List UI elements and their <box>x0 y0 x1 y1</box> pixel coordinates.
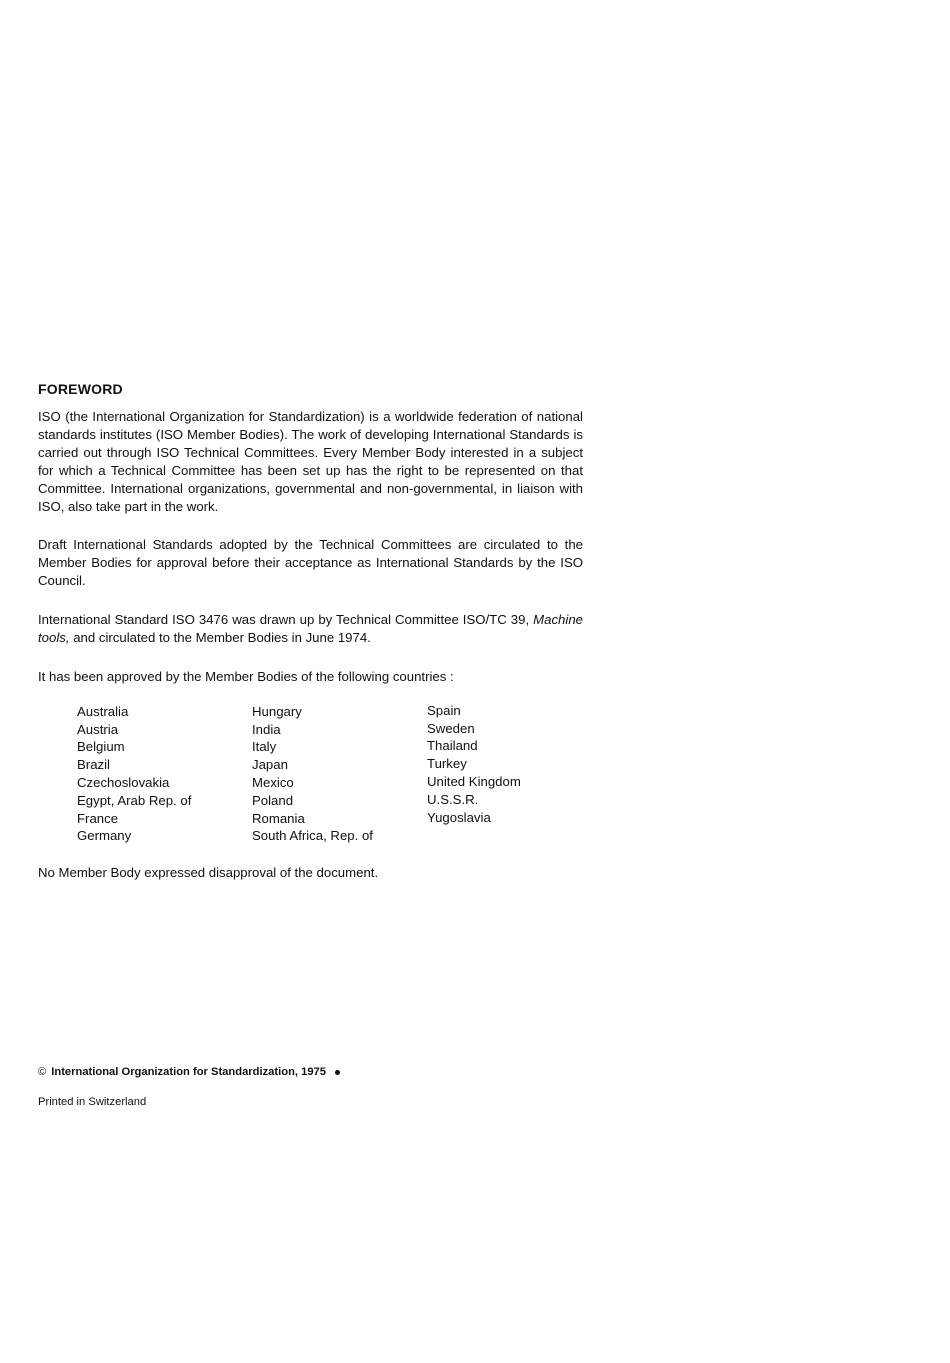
foreword-section <box>38 380 583 903</box>
country-item: Austria <box>77 721 119 737</box>
country-column-1 <box>77 703 252 845</box>
country-item: Italy <box>252 739 277 755</box>
foreword-heading: FOREWORD <box>38 381 123 397</box>
country-column-3 <box>427 703 567 845</box>
foreword-paragraph-approval: It has been approved by the Member Bodies of the following countries : <box>38 668 454 684</box>
country-item: Egypt, Arab Rep. of <box>77 792 192 808</box>
foreword-paragraph-disapproval: No Member Body expressed disapproval of the document. <box>38 865 379 881</box>
country-item: Japan <box>252 757 288 773</box>
country-item: Sweden <box>427 720 475 736</box>
country-item: Czechoslovakia <box>77 775 170 791</box>
foreword-paragraph-drafts: Draft International Standards adopted by the Technical Committees are circulated to the Member Bodies for approval before their acceptance as International Standards by the ISO Council. <box>38 537 583 589</box>
copyright-line <box>38 1064 583 1080</box>
document-footer <box>38 1064 583 1110</box>
country-list <box>77 703 583 845</box>
country-item: U.S.S.R. <box>427 791 479 807</box>
country-item: Hungary <box>252 703 302 719</box>
foreword-paragraph-standard <box>38 611 583 647</box>
country-column-2 <box>252 703 427 845</box>
country-item: Australia <box>77 703 129 719</box>
country-item: France <box>77 810 119 826</box>
foreword-paragraph-iso: ISO (the International Organization for Standardization) is a worldwide federation of national standards institutes (ISO Member Bodies). The work of developing International Standards is carried out through ISO Technical Committees. Every Member Body interested in a subject for which a Technical Committee has been set up has the right to be represented on that Committee. International organizations, governmental and non-governmental, in liaison with ISO, also take part in the work. <box>38 409 583 514</box>
committee-name: Machine tools, <box>38 612 583 646</box>
country-item: Germany <box>77 828 132 844</box>
country-item: Brazil <box>77 757 110 773</box>
copyright-symbol: © <box>38 1066 47 1078</box>
printed-location: Printed in Switzerland <box>38 1096 147 1108</box>
country-item: Turkey <box>427 756 467 772</box>
country-item: United Kingdom <box>427 774 521 790</box>
copyright-text: International Organization for Standardization, 1975 <box>51 1066 327 1078</box>
country-item: South Africa, Rep. of <box>252 828 373 844</box>
country-item: Romania <box>252 810 305 826</box>
country-item: Poland <box>252 792 294 808</box>
bullet-dot-icon <box>335 1070 340 1075</box>
standard-text-after: and circulated to the Member Bodies in June 1974. <box>69 630 371 646</box>
country-item: Spain <box>427 702 461 718</box>
country-item: Mexico <box>252 775 294 791</box>
country-item: India <box>252 721 281 737</box>
standard-text-before: International Standard ISO 3476 was drawn up by Technical Committee ISO/TC 39, <box>38 612 534 628</box>
country-item: Yugoslavia <box>427 809 491 825</box>
country-item: Thailand <box>427 738 478 754</box>
country-item: Belgium <box>77 739 125 755</box>
